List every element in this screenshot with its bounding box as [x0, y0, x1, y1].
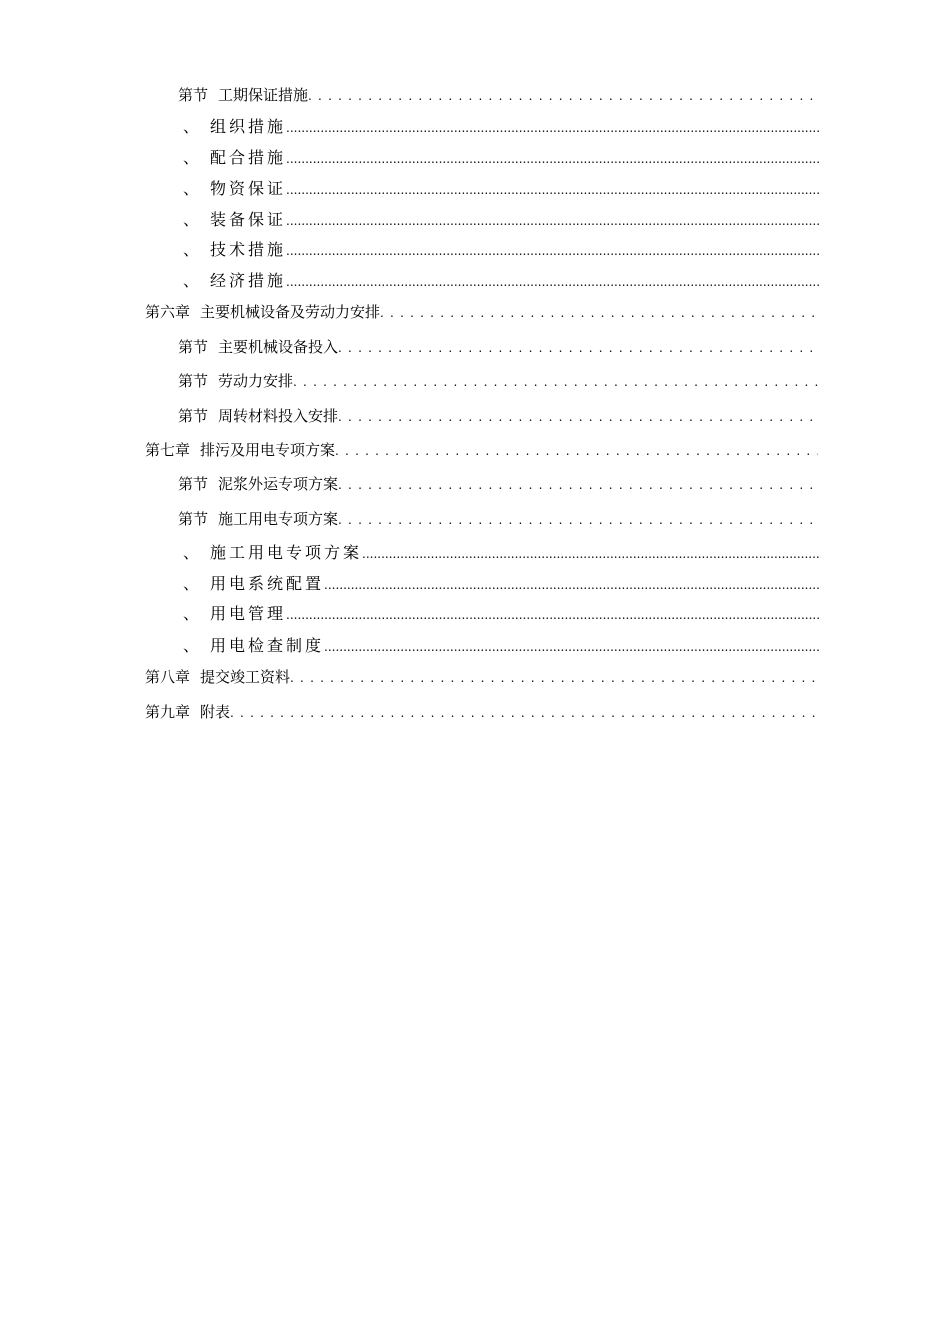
toc-entry-number: 、 — [183, 271, 200, 290]
toc-entry-title: 用电系统配置 — [210, 574, 325, 593]
toc-entry[interactable] — [183, 269, 821, 293]
toc-entry[interactable] — [183, 115, 821, 139]
toc-entry-number: 第节 — [178, 510, 209, 528]
toc-entry[interactable] — [145, 665, 818, 689]
toc-entry-title: 劳动力安排 — [218, 372, 294, 390]
toc-entry-title: 用电检查制度 — [210, 636, 325, 655]
toc-entry-number: 第节 — [178, 338, 209, 356]
toc-entry-number: 第节 — [178, 372, 209, 390]
toc-entry-title: 装备保证 — [210, 210, 287, 229]
toc-entry-title: 主要机械设备投入 — [218, 338, 339, 356]
toc-entry-number: 第节 — [178, 407, 209, 425]
toc-entry-title: 经济措施 — [210, 271, 287, 290]
toc-entry-number: 、 — [183, 240, 200, 259]
toc-entry-number: 、 — [183, 148, 200, 167]
toc-entry-title: 工期保证措施 — [218, 86, 309, 104]
toc-entry-number: 第节 — [178, 86, 209, 104]
dot-leader — [324, 572, 821, 596]
dot-leader — [324, 634, 821, 658]
toc-entry-title: 附表 — [200, 703, 231, 721]
toc-entry[interactable] — [183, 238, 821, 262]
toc-entry-title: 组织措施 — [210, 117, 287, 136]
toc-entry-title: 泥浆外运专项方案 — [218, 475, 339, 493]
dot-leader — [380, 300, 818, 324]
toc-entry-title: 周转材料投入安排 — [218, 407, 339, 425]
toc-entry-title: 施工用电专项方案 — [218, 510, 339, 528]
dot-leader — [286, 602, 821, 626]
toc-entry-title: 排污及用电专项方案 — [200, 441, 336, 459]
dot-leader — [230, 700, 818, 724]
toc-entry[interactable] — [183, 541, 821, 565]
toc-entry[interactable] — [145, 438, 818, 462]
dot-leader — [338, 472, 818, 496]
toc-entry[interactable] — [145, 700, 818, 724]
toc-entry[interactable] — [183, 177, 821, 201]
toc-entry-number: 第六章 — [145, 303, 191, 321]
toc-entry[interactable] — [183, 602, 821, 626]
dot-leader — [293, 369, 818, 393]
dot-leader — [308, 83, 818, 107]
toc-entry[interactable] — [183, 146, 821, 170]
dot-leader — [338, 507, 818, 531]
dot-leader — [362, 541, 821, 565]
dot-leader — [290, 665, 818, 689]
dot-leader — [286, 146, 821, 170]
toc-entry[interactable] — [145, 300, 818, 324]
toc-entry[interactable] — [178, 404, 818, 428]
toc-entry[interactable] — [178, 507, 818, 531]
toc-entry-title: 用电管理 — [210, 604, 287, 623]
toc-entry-number: 第七章 — [145, 441, 191, 459]
dot-leader — [286, 208, 821, 232]
toc-entry-number: 、 — [183, 179, 200, 198]
toc-entry-number: 、 — [183, 210, 200, 229]
toc-entry-number: 、 — [183, 543, 200, 562]
toc-entry-title: 施工用电专项方案 — [210, 543, 363, 562]
toc-entry[interactable] — [183, 572, 821, 596]
dot-leader — [286, 238, 821, 262]
dot-leader — [335, 438, 818, 462]
toc-entry-number: 、 — [183, 117, 200, 136]
toc-entry-title: 技术措施 — [210, 240, 287, 259]
toc-entry-title: 提交竣工资料 — [200, 668, 291, 686]
dot-leader — [338, 335, 818, 359]
dot-leader — [286, 269, 821, 293]
toc-entry[interactable] — [178, 369, 818, 393]
toc-entry[interactable] — [178, 83, 818, 107]
toc-entry-title: 主要机械设备及劳动力安排 — [200, 303, 381, 321]
dot-leader — [338, 404, 818, 428]
toc-entry[interactable] — [178, 335, 818, 359]
toc-entry-number: 、 — [183, 636, 200, 655]
toc-entry[interactable] — [183, 208, 821, 232]
dot-leader — [286, 177, 821, 201]
toc-entry[interactable] — [183, 634, 821, 658]
dot-leader — [286, 115, 821, 139]
toc-entry-title: 配合措施 — [210, 148, 287, 167]
toc-entry-number: 第节 — [178, 475, 209, 493]
toc-entry-title: 物资保证 — [210, 179, 287, 198]
toc-entry-number: 、 — [183, 574, 200, 593]
toc-entry-number: 第八章 — [145, 668, 191, 686]
toc-entry-number: 、 — [183, 604, 200, 623]
toc-entry[interactable] — [178, 472, 818, 496]
toc-entry-number: 第九章 — [145, 703, 191, 721]
